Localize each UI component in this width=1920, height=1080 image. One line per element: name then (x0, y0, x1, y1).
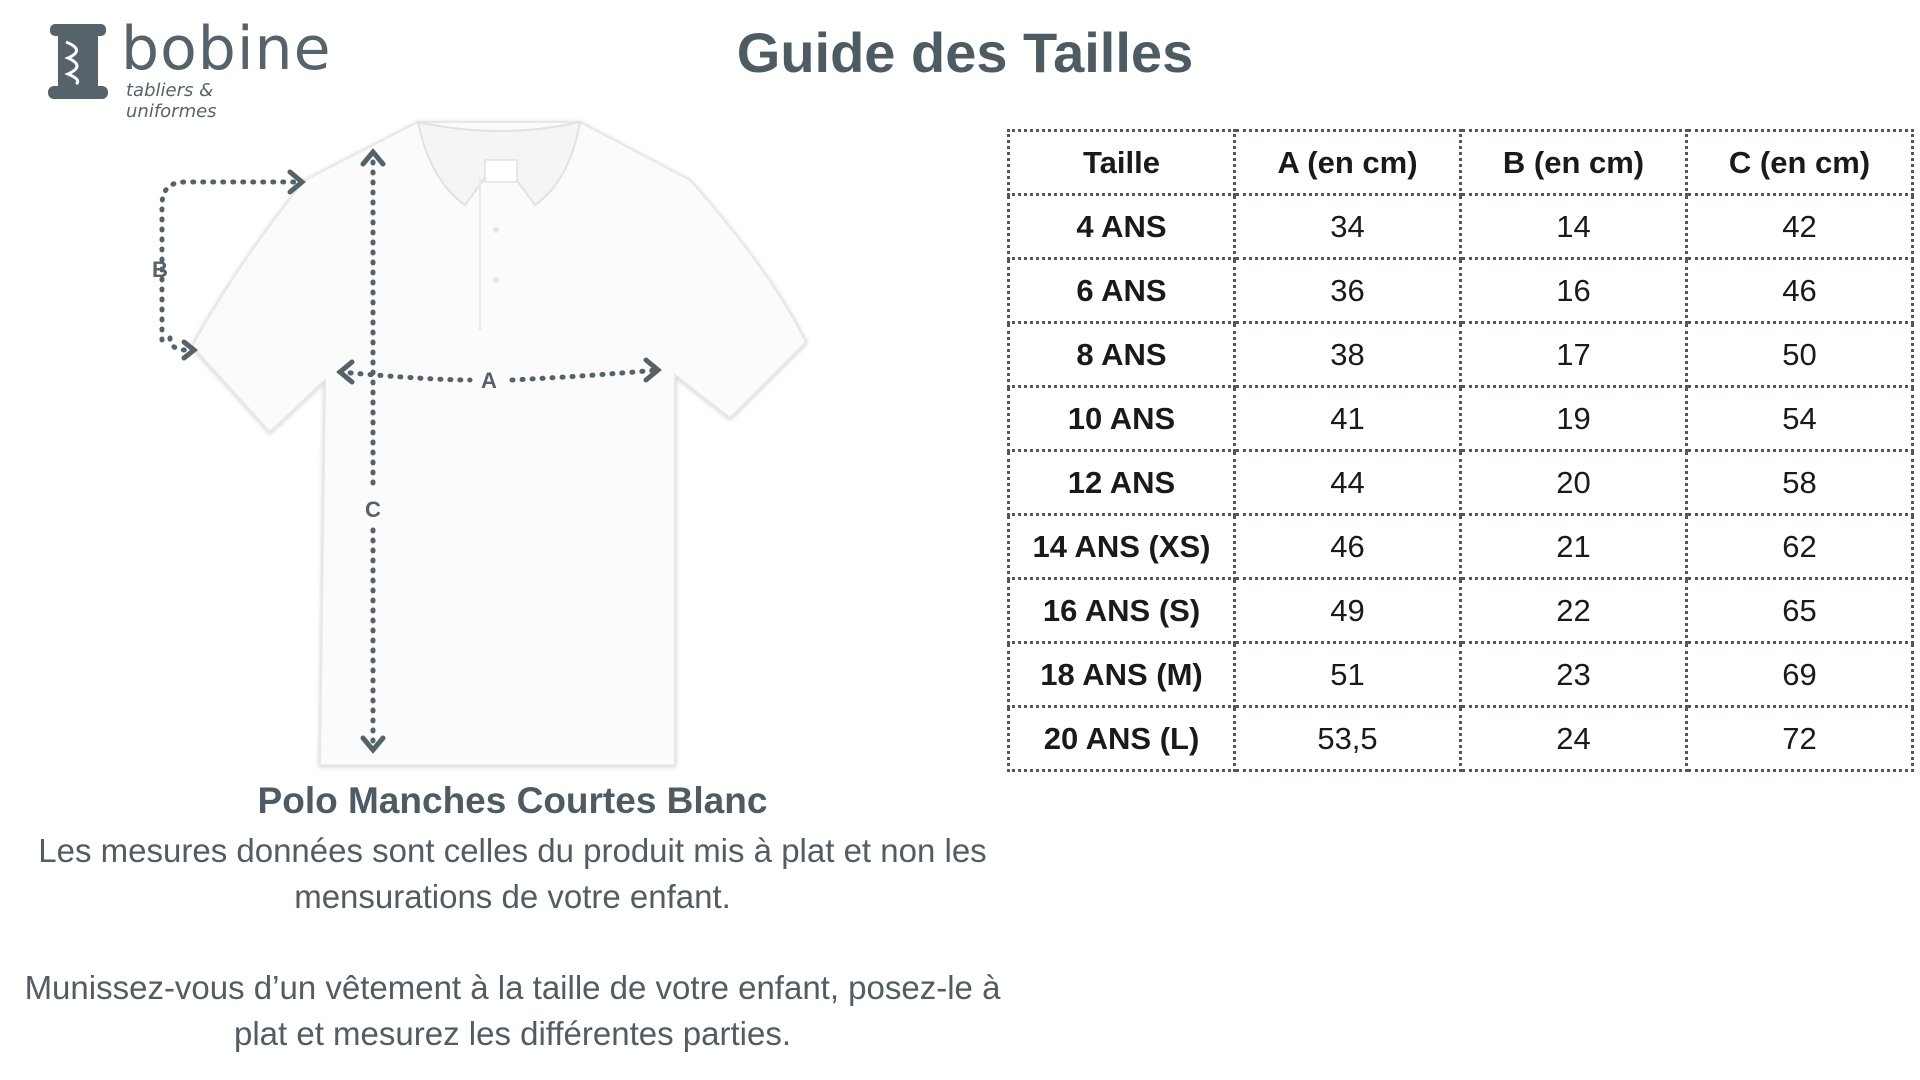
value-a-cell: 49 (1235, 579, 1461, 643)
value-a-cell: 44 (1235, 451, 1461, 515)
table-row (1009, 579, 1913, 643)
table-row (1009, 515, 1913, 579)
size-cell: 8 ANS (1009, 323, 1235, 387)
size-cell: 10 ANS (1009, 387, 1235, 451)
logo-tagline: tabliers & uniformes (126, 80, 217, 122)
value-b-cell: 17 (1461, 323, 1687, 387)
brand-logo (46, 14, 332, 122)
header-b: B (en cm) (1461, 131, 1687, 195)
value-a-cell: 38 (1235, 323, 1461, 387)
value-a-cell: 53,5 (1235, 707, 1461, 771)
value-b-cell: 21 (1461, 515, 1687, 579)
size-cell: 14 ANS (XS) (1009, 515, 1235, 579)
value-c-cell: 54 (1687, 387, 1913, 451)
table-row (1009, 323, 1913, 387)
size-cell: 4 ANS (1009, 195, 1235, 259)
size-cell: 6 ANS (1009, 259, 1235, 323)
table-row (1009, 259, 1913, 323)
value-c-cell: 62 (1687, 515, 1913, 579)
value-a-cell: 36 (1235, 259, 1461, 323)
polo-shirt-shape (192, 122, 806, 765)
value-c-cell: 50 (1687, 323, 1913, 387)
value-b-cell: 14 (1461, 195, 1687, 259)
measure-c-label: C (365, 497, 381, 522)
value-a-cell: 46 (1235, 515, 1461, 579)
logo-name: bobine (121, 14, 332, 84)
value-b-cell: 16 (1461, 259, 1687, 323)
value-b-cell: 19 (1461, 387, 1687, 451)
value-c-cell: 69 (1687, 643, 1913, 707)
value-c-cell: 46 (1687, 259, 1913, 323)
product-name: Polo Manches Courtes Blanc (257, 780, 768, 821)
size-table (1007, 129, 1914, 772)
table-row (1009, 451, 1913, 515)
table-row (1009, 643, 1913, 707)
page-title: Guide des Tailles (736, 21, 1194, 84)
value-a-cell: 41 (1235, 387, 1461, 451)
table-row (1009, 195, 1913, 259)
table-row (1009, 387, 1913, 451)
spool-icon (46, 22, 114, 102)
header-size: Taille (1009, 131, 1235, 195)
value-b-cell: 23 (1461, 643, 1687, 707)
size-cell: 12 ANS (1009, 451, 1235, 515)
table-row (1009, 707, 1913, 771)
header-a: A (en cm) (1235, 131, 1461, 195)
header-c: C (en cm) (1687, 131, 1913, 195)
table-header-row (1009, 131, 1913, 195)
value-b-cell: 22 (1461, 579, 1687, 643)
value-b-cell: 20 (1461, 451, 1687, 515)
measurement-note: Les mesures données sont celles du produit mis à plat et non les mensurations de votre enfant. (38, 832, 987, 915)
size-cell: 16 ANS (S) (1009, 579, 1235, 643)
size-cell: 20 ANS (L) (1009, 707, 1235, 771)
value-b-cell: 24 (1461, 707, 1687, 771)
polo-illustration (130, 110, 830, 790)
value-a-cell: 34 (1235, 195, 1461, 259)
value-a-cell: 51 (1235, 643, 1461, 707)
measure-a-label: A (481, 368, 497, 393)
measuring-instructions: Munissez-vous d’un vêtement à la taille de votre enfant, posez-le à plat et mesurez les différentes parties. (24, 969, 1001, 1052)
value-c-cell: 72 (1687, 707, 1913, 771)
value-c-cell: 42 (1687, 195, 1913, 259)
size-cell: 18 ANS (M) (1009, 643, 1235, 707)
value-c-cell: 58 (1687, 451, 1913, 515)
measure-b-label: B (152, 257, 168, 282)
value-c-cell: 65 (1687, 579, 1913, 643)
